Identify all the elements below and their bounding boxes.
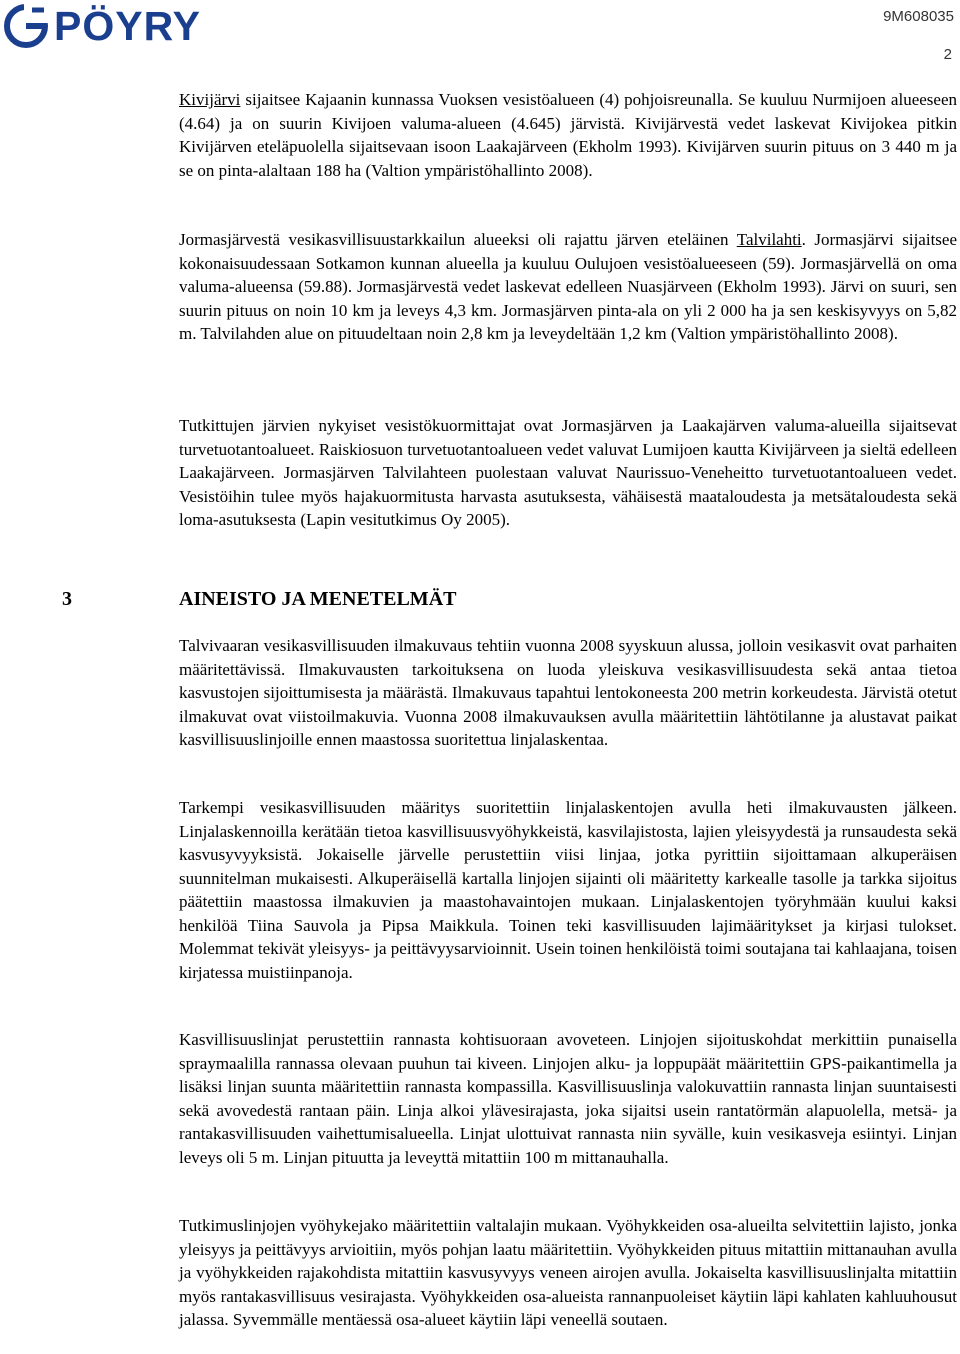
paragraph-vesistokuormittajat: Tutkittujen järvien nykyiset vesistökuormittajat ovat Jormasjärven ja Laakajärven valuma-alueilla sijaitsevat turvetuotantoalueet. Raiskiosuon turvetuotantoalueen vedet valuvat Lumijoen kautta Kivijärveen ja sieltä edelleen Laakajärveen. Jormasjärven Talvilahteen puolestaan valuvat Naurissuo-Veneheitto turvetuotantoalueen vedet. Vesistöihin tulee myös hajakuormitusta harvasta asutuksesta, vähäisestä maataloudesta ja metsätaloudesta sekä loma-asutuksesta (Lapin vesitutkimus Oy 2005). xyxy=(179,416,957,529)
page-number: 2 xyxy=(943,46,952,63)
section-title: AINEISTO JA MENETELMÄT xyxy=(179,588,457,610)
paragraph-kivijarvi xyxy=(179,88,957,182)
poyry-logo-text: PÖYRY xyxy=(54,3,202,49)
paragraph-jormasjarvi-intro: Jormasjärvestä vesikasvillisuustarkkailun alueeksi oli rajattu järven eteläinen xyxy=(179,230,737,249)
kivijarvi-link[interactable]: Kivijärvi xyxy=(179,90,241,109)
paragraph-kasvillisuuslinjat: Kasvillisuuslinjat perustettiin rannasta kohtisuoraan avoveteen. Linjojen sijoituskohdat merkittiin punaisella spraymaalilla rannassa olevaan puuhun tai kiveen. Linjojen alku- ja loppupäät määritettiin GPS-paikantimella ja lisäksi linjan suunta määritettiin rannasta kompassilla. Kasvillisuuslinja valokuvattiin rannasta linjan suuntaisesti sekä avovedestä rantaan päin. Linja alkoi ylävesirajasta, joka sijaitsi usein rantatörmän alapuolella, metsä- ja rantakasvillisuuden vaihettumisalueella. Linjat ulottuivat rannasta niin syvälle, kuin vesikasveja esiintyi. Linjan leveys oli 5 m. Linjan pituutta ja leveyttä mitattiin 100 m mittanauhalla. xyxy=(179,1030,957,1167)
poyry-logo-icon xyxy=(4,4,50,48)
paragraph-jormasjarvi-text: . Jormasjärvi sijaitsee kokonaisuudessaan Sotkamon kunnan alueella ja kuuluu Oulujoen vesistöalueeseen (59). Jormasjärvellä on oma valuma-alueensa (59.88). Jormasjärvestä vedet laskevat edelleen Nuasjärveen (Ekholm 1993). Järvi on suuri, sen suurin pituus on noin 10 km ja leveys 4,3 km. Jormasjärven pinta-ala on yli 2 000 ha ja sen keskisyvyys on 5,82 m. Talvilahden alue on pituudeltaan noin 2,8 km ja leveydeltään 1,2 km (Valtion ympäristöhallinto 2008). xyxy=(179,230,957,343)
page-header xyxy=(0,0,960,63)
paragraph-linjalaskenta: Tarkempi vesikasvillisuuden määritys suoritettiin linjalaskentojen avulla heti ilmakuvausten jälkeen. Linjalaskennoilla kerätään tietoa kasvillisuusvyöhykkeistä, kasvilajistosta, lajien yleisyydestä ja runsaudesta sekä kasvusyvyyksistä. Jokaiselle järvelle perustettiin viisi linjaa, jotka pyrittiin sijoittamaan alkuperäisen suunnitelman mukaisesti. Alkuperäisellä kartalla linjojen sijainti oli määritetty karkealle tasolle ja tarkka sijoitus päätettiin maastossa ilmakuvien ja maastohavaintojen mukaan. Linjalaskentojen työryhmään kuului kaksi henkilöä Tiina Sauvola ja Pipsa Maikkula. Toinen teki kasvillisuuden lajimääritykset ja kirjasi tulokset. Molemmat tekivät yleisyys- ja peittävyysarvioinnit. Usein toinen henkilöistä toimi soutajana tai kahlaajana, toisen kirjatessa muistiinpanoja. xyxy=(179,798,957,982)
paragraph-jormasjarvi xyxy=(179,228,957,346)
section-number: 3 xyxy=(62,588,72,610)
section-heading xyxy=(62,585,456,613)
paragraph-ilmakuvaus: Talvivaaran vesikasvillisuuden ilmakuvaus tehtiin vuonna 2008 syyskuun alussa, jolloin vesikasvit ovat parhaiten määritettävissä. Ilmakuvausten tarkoituksena on luoda yleiskuva vesikasvillisuudesta sekä antaa tietoa kasvustojen sijoittumisesta ja määrästä. Ilmakuvaus tapahtui lentokoneesta 200 metrin korkeudesta. Järvistä otetut ilmakuvat ovat viistoilmakuvia. Vuonna 2008 ilmakuvauksen avulla määritettiin lähtötilanne ja alustavat paikat kasvillisuuslinjoille ennen maastossa suoritettua linjalaskentaa. xyxy=(179,636,957,749)
paragraph-vyohykejako: Tutkimuslinjojen vyöhykejako määritettiin valtalajin mukaan. Vyöhykkeiden osa-alueilta selvitettiin lajisto, jonka yleisyys ja peittävyys arvioitiin, myös pohjan laatu määritettiin. Vyöhykkeiden pituus mitattiin mittanauhan avulla ja vyöhykkeiden rajakohdista mitattiin kasvusyvyys veneen airojen avulla. Jokaiselta kasvillisuuslinjalta mitattiin myös rantakasvillisuus vesirajasta. Vyöhykkeiden osa-alueista rannanpuoleiset käytiin läpi kahlaten kahluuhousut jalassa. Syvemmälle mentäessä osa-alueet käytiin läpi veneellä soutaen. xyxy=(179,1216,957,1329)
document-id: 9M608035 xyxy=(883,8,954,25)
talvilahti-link[interactable]: Talvilahti xyxy=(736,230,802,249)
poyry-logo xyxy=(4,4,201,48)
paragraph-kivijarvi-text: sijaitsee Kajaanin kunnassa Vuoksen vesistöalueen (4) pohjoisreunalla. Se kuuluu Nurmijoen alueeseen (4.64) ja on suurin Kivijoen valuma-alueen (4.645) järvistä. Kivijärvestä vedet laskevat Kivijokea pitkin Kivijärven eteläpuolella sijaitsevaan isoon Laakajärveen (Ekholm 1993). Kivijärven suurin pituus on 3 440 m ja se on pinta-alaltaan 188 ha (Valtion ympäristöhallinto 2008). xyxy=(179,90,957,180)
